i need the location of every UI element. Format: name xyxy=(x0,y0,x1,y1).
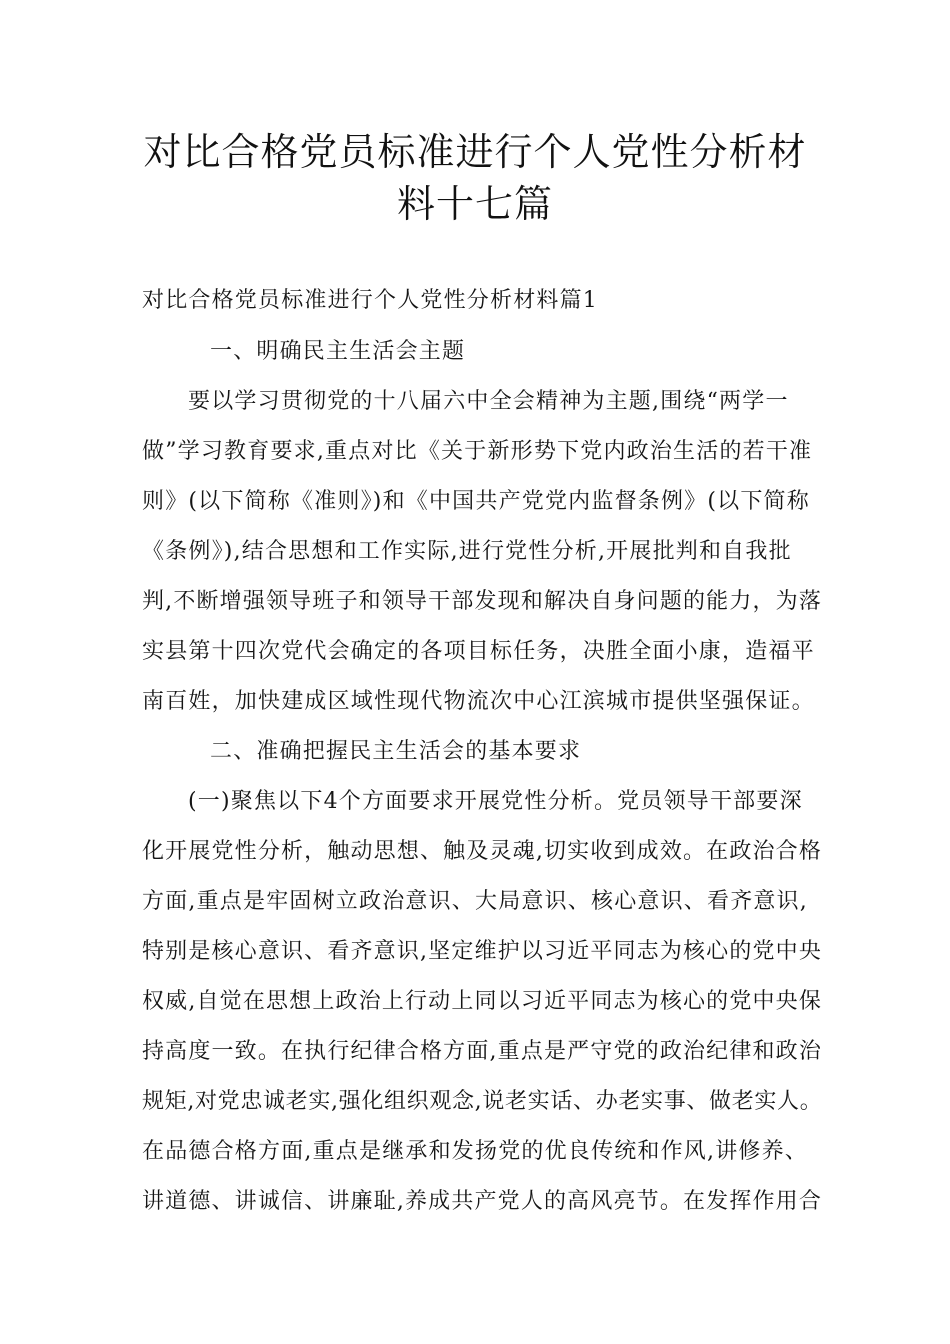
document-title xyxy=(60,126,890,230)
section-heading: 对比合格党员标准进行个人党性分析材料篇1 xyxy=(142,288,598,313)
title-line-1: 对比合格党员标准进行个人党性分析材 xyxy=(143,130,807,174)
subheading: 二、准确把握民主生活会的基本要求 xyxy=(210,739,582,764)
paragraph-line: 讲道德、讲诚信、讲廉耻,养成共产党人的高风亮节。在发挥作用合 xyxy=(142,1189,822,1214)
paragraph-line: 则》(以下简称《准则》)和《中国共产党党内监督条例》(以下简称 xyxy=(142,489,810,514)
paragraph-line: 特别是核心意识、看齐意识,坚定维护以习近平同志为核心的党中央 xyxy=(142,939,822,964)
title-line-2: 料十七篇 xyxy=(396,182,553,226)
paragraph-line: 方面,重点是牢固树立政治意识、大局意识、核心意识、看齐意识, xyxy=(142,889,808,914)
paragraph-line: (一)聚焦以下4个方面要求开展党性分析。党员领导干部要深 xyxy=(188,789,803,814)
paragraph-line: 判,不断增强领导班子和领导干部发现和解决自身问题的能力，为落 xyxy=(142,589,822,614)
paragraph-line: 实县第十四次党代会确定的各项目标任务，决胜全面小康，造福平 xyxy=(142,639,815,664)
paragraph-line: 做”学习教育要求,重点对比《关于新形势下党内政治生活的若干准 xyxy=(142,439,813,464)
paragraph-line: 南百姓，加快建成区域性现代物流次中心江滨城市提供坚强保证。 xyxy=(142,689,815,714)
subheading: 一、明确民主生活会主题 xyxy=(210,339,466,364)
paragraph-line: 要以学习贯彻党的十八届六中全会精神为主题,围绕“两学一 xyxy=(188,389,789,414)
paragraph-line: 在品德合格方面,重点是继承和发扬党的优良传统和作风,讲修养、 xyxy=(142,1139,808,1164)
paragraph-line: 持高度一致。在执行纪律合格方面,重点是严守党的政治纪律和政治 xyxy=(142,1039,822,1064)
paragraph-line: 《条例》),结合思想和工作实际,进行党性分析,开展批判和自我批 xyxy=(142,539,792,564)
paragraph-line: 规矩,对党忠诚老实,强化组织观念,说老实话、办老实事、做老实人。 xyxy=(142,1089,823,1114)
paragraph-line: 权威,自觉在思想上政治上行动上同以习近平同志为核心的党中央保 xyxy=(142,989,822,1014)
paragraph-line: 化开展党性分析，触动思想、触及灵魂,切实收到成效。在政治合格 xyxy=(142,839,822,864)
